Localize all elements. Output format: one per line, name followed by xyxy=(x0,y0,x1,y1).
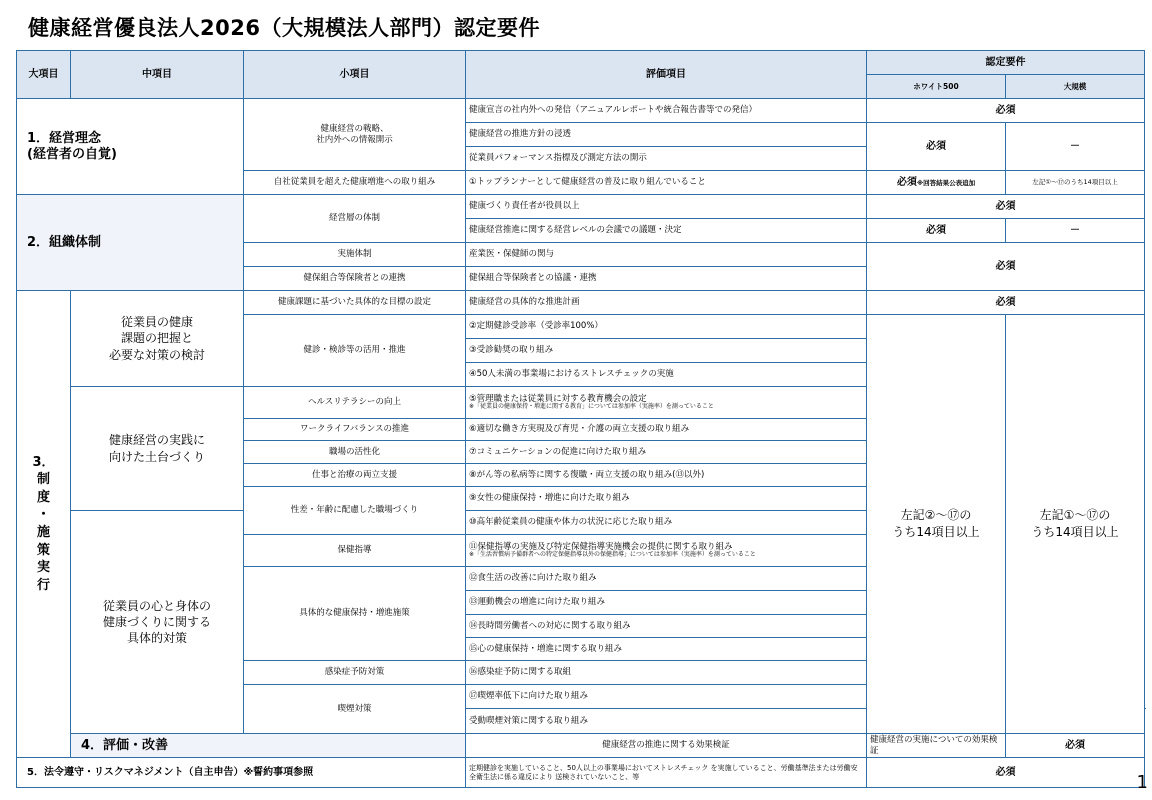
eval-item: ⑬運動機会の増進に向けた取り組み xyxy=(466,591,867,615)
eval-item: ⑧がん等の私病等に関する復職・両立支援の取り組み(⑬以外) xyxy=(466,464,867,487)
req-required: 必須 xyxy=(867,99,1145,123)
eval-item: 健康経営の実施についての効果検証 xyxy=(867,734,1006,758)
minor-goal: 健康課題に基づいた具体的な目標の設定 xyxy=(244,291,466,315)
req-required: 必須 xyxy=(867,195,1145,219)
eval-item: 健康宣言の社内外への発信（アニュアルレポートや統合報告書等での発信） xyxy=(466,99,867,123)
minor-beyond-employees: 自社従業員を超えた健康増進への取り組み xyxy=(244,171,466,195)
minor-insurer: 健保組合等保険者との連携 xyxy=(244,267,466,291)
eval-item: ①トップランナーとして健康経営の普及に取り組んでいること xyxy=(466,171,867,195)
req-required: 必須 xyxy=(1006,734,1145,758)
eval-item: ⑯感染症予防に関する取組 xyxy=(466,661,867,685)
minor-checkup: 健診・検診等の活用・推進 xyxy=(244,315,466,387)
minor-infection: 感染症予防対策 xyxy=(244,661,466,685)
middle-health-issues: 従業員の健康 課題の把握と 必要な対策の検討 xyxy=(71,291,244,387)
page-title: 健康経営優良法人2026（大規模法人部門）認定要件 xyxy=(28,16,540,40)
header-large: 大規模 xyxy=(1006,75,1145,99)
eval-item: ⑩高年齢従業員の健康や体力の状況に応じた取り組み xyxy=(466,511,867,535)
minor-effect: 健康経営の推進に関する効果検証 xyxy=(466,734,867,758)
category-2: 2．組織体制 xyxy=(17,195,244,291)
req-dash: － xyxy=(1006,219,1145,243)
eval-item: ⑥適切な働き方実現及び育児・介護の両立支援の取り組み xyxy=(466,419,867,441)
req-required: 必須 xyxy=(867,219,1006,243)
category-3: 3． 制 度 ・ 施 策 実 行 xyxy=(17,291,71,758)
eval-item: ⑮心の健康保持・増進に関する取り組み xyxy=(466,638,867,661)
minor-health-literacy: ヘルスリテラシーの向上 xyxy=(244,387,466,419)
eval-item: ③受診勧奨の取り組み xyxy=(466,339,867,363)
eval-item: 健保組合等保険者との協議・連携 xyxy=(466,267,867,291)
eval-item xyxy=(466,387,867,419)
category-4: 4．評価・改善 xyxy=(71,734,466,758)
eval-item: ⑰喫煙率低下に向けた取り組み xyxy=(466,685,867,709)
eval-item: 健康経営推進に関する経営レベルの会議での議題・決定 xyxy=(466,219,867,243)
eval-item: 産業医・保健師の関与 xyxy=(466,243,867,267)
req-top-runner-large: 左記①～⑰のうち14項目以上 xyxy=(1006,171,1145,195)
eval-item-text: ⑪保健指導の実施及び特定保健指導実施機会の提供に関する取り組み xyxy=(469,542,733,553)
eval-item: 健康経営の具体的な推進計画 xyxy=(466,291,867,315)
minor-strategy: 健康経営の戦略、 社内外への情報開示 xyxy=(244,99,466,171)
minor-management: 経営層の体制 xyxy=(244,195,466,243)
eval-item: ②定期健診受診率（受診率100%） xyxy=(466,315,867,339)
req-required: 必須 xyxy=(867,758,1145,788)
minor-work-life: ワークライフバランスの推進 xyxy=(244,419,466,441)
page-number: 1 xyxy=(1136,772,1148,793)
header-minor: 小項目 xyxy=(244,51,466,99)
header-major: 大項目 xyxy=(17,51,71,99)
eval-item-note: ※「従業員の健康保持・増進に関する教育」については参加率（実施率）を測っていること xyxy=(469,403,714,411)
minor-treatment: 仕事と治療の両立支援 xyxy=(244,464,466,487)
minor-activation: 職場の活性化 xyxy=(244,441,466,464)
eval-item: ④50人未満の事業場におけるストレスチェックの実施 xyxy=(466,363,867,387)
minor-specific-measures: 具体的な健康保持・増進施策 xyxy=(244,567,466,661)
middle-foundation: 健康経営の実践に 向けた土台づくり xyxy=(71,387,244,511)
eval-item: ⑨女性の健康保持・増進に向けた取り組み xyxy=(466,487,867,511)
req-required: 必須 xyxy=(867,291,1145,315)
req-dash: － xyxy=(1006,123,1145,171)
category-1: 1．経営理念 (経営者の自覚) xyxy=(17,99,244,195)
category-5: 5．法令遵守・リスクマネジメント（自主申告）※誓約事項参照 xyxy=(17,758,466,788)
eval-item xyxy=(466,535,867,567)
eval-item: ⑭長時間労働者への対応に関する取り組み xyxy=(466,615,867,638)
minor-smoking: 喫煙対策 xyxy=(244,685,466,734)
header-evaluation: 評価項目 xyxy=(466,51,867,99)
eval-item: 従業員パフォーマンス指標及び測定方法の開示 xyxy=(466,147,867,171)
header-certification: 認定要件 xyxy=(867,51,1145,75)
minor-guidance: 保健指導 xyxy=(244,535,466,567)
eval-item: ⑫食生活の改善に向けた取り組み xyxy=(466,567,867,591)
req-top-runner xyxy=(867,171,1006,195)
eval-item: 受動喫煙対策に関する取り組み xyxy=(466,709,867,734)
eval-item-note: ※「生活習慣病予備群者への特定保健指導以外の保健指導」については参加率（実施率）を測っていること xyxy=(469,551,756,559)
eval-item: 健康づくり責任者が役員以上 xyxy=(466,195,867,219)
certification-table xyxy=(16,50,1145,788)
eval-item-text: ⑤管理職または従業員に対する教育機会の設定 xyxy=(469,394,647,405)
req-white500-count: 左記②～⑰の うち14項目以上 xyxy=(867,315,1006,734)
minor-gender-age: 性差・年齢に配慮した職場づくり xyxy=(244,487,466,535)
req-large-count: 左記①～⑰の うち14項目以上 xyxy=(1006,315,1145,734)
req-required: 必須 xyxy=(867,243,1145,291)
req-required: 必須 xyxy=(867,123,1006,171)
eval-item: 健康経営の推進方針の浸透 xyxy=(466,123,867,147)
middle-mind-body: 従業員の心と身体の 健康づくりに関する 具体的対策 xyxy=(71,511,244,734)
eval-item: ⑦コミュニケーションの促進に向けた取り組み xyxy=(466,441,867,464)
header-white500: ホワイト500 xyxy=(867,75,1006,99)
minor-implementation: 実施体制 xyxy=(244,243,466,267)
req-top-runner-label: 必須 xyxy=(896,176,917,188)
req-top-runner-note: ※回答結果公表追加 xyxy=(916,178,976,187)
header-middle: 中項目 xyxy=(71,51,244,99)
eval-item: 定期健診を実施していること、50人以上の事業場においてストレスチェック を実施していること、労働基準法または労働安全衛生法に係る違反により 送検されていないこと、等 xyxy=(466,758,867,788)
